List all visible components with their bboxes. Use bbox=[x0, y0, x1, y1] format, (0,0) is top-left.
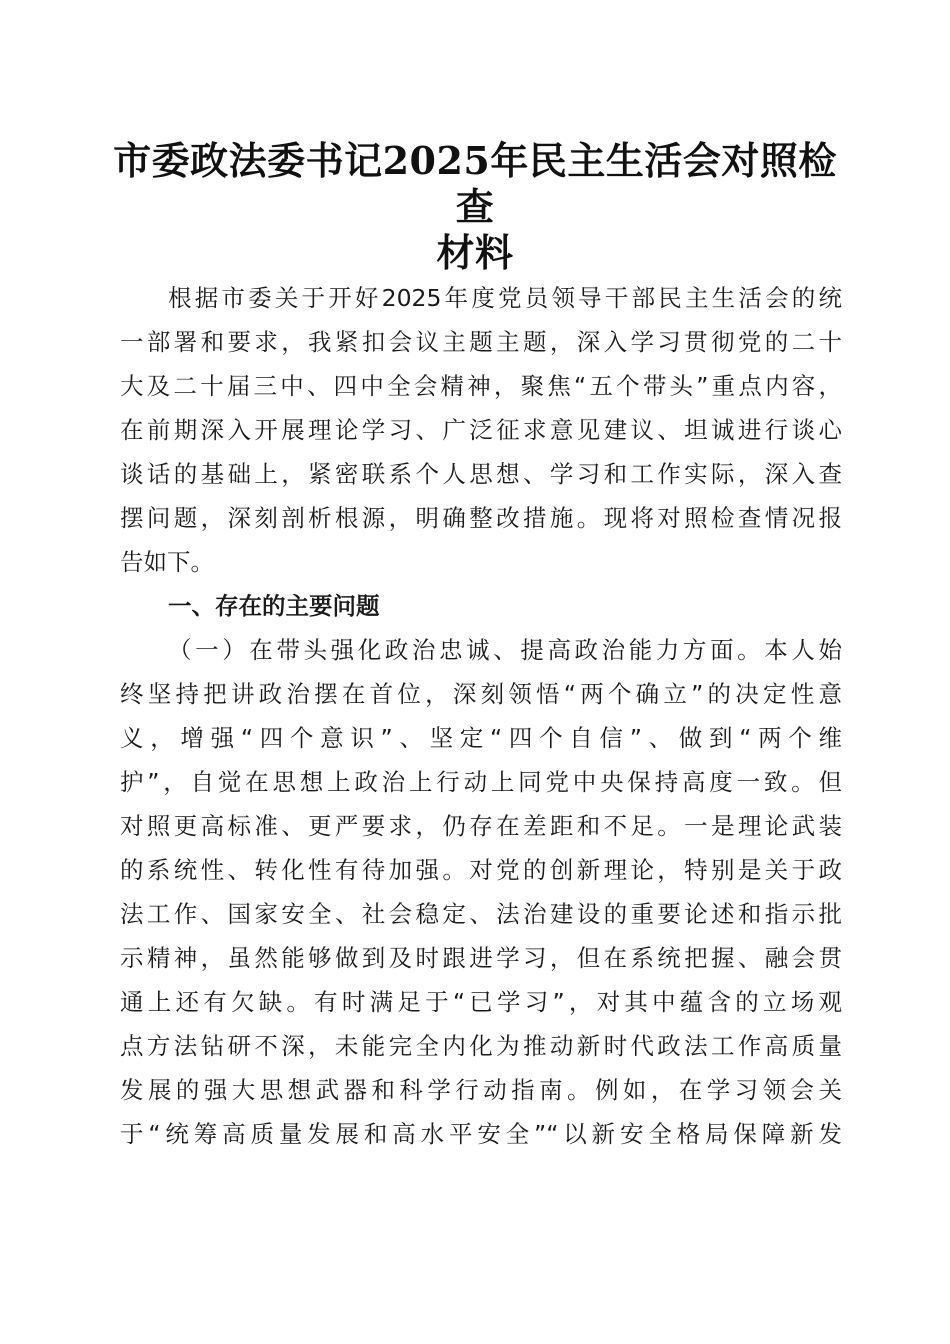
paragraph-line: 护”，自觉在思想上政治上行动上同党中央保持高度一致。但 bbox=[120, 768, 842, 796]
paragraph-line: （一）在带头强化政治忠诚、提高政治能力方面。本人始 bbox=[168, 636, 842, 664]
paragraph-line: 大及二十届三中、四中全会精神，聚焦“五个带头”重点内容， bbox=[120, 372, 842, 400]
paragraph-line: 根据市委关于开好2025年度党员领导干部民主生活会的统 bbox=[168, 284, 842, 312]
paragraph-line: 一部署和要求，我紧扣会议主题主题，深入学习贯彻党的二十 bbox=[120, 328, 842, 356]
paragraph-line: 发展的强大思想武器和科学行动指南。例如，在学习领会关 bbox=[120, 1076, 842, 1104]
paragraph-line: 摆问题，深刻剖析根源，明确整改措施。现将对照检查情况报 bbox=[120, 504, 842, 532]
section-heading: 一、存在的主要问题 bbox=[168, 592, 380, 620]
paragraph-line: 示精神，虽然能够做到及时跟进学习，但在系统把握、融会贯 bbox=[120, 944, 842, 972]
paragraph-line: 对照更高标准、更严要求，仍存在差距和不足。一是理论武装 bbox=[120, 812, 842, 840]
paragraph-line: 在前期深入开展理论学习、广泛征求意见建议、坦诚进行谈心 bbox=[120, 416, 842, 444]
paragraph-line: 点方法钻研不深，未能完全内化为推动新时代政法工作高质量 bbox=[120, 1032, 842, 1060]
paragraph-line: 通上还有欠缺。有时满足于“已学习”，对其中蕴含的立场观 bbox=[120, 988, 842, 1016]
document-body bbox=[120, 276, 842, 1156]
title-line: 材料 bbox=[436, 230, 514, 275]
paragraph-line: 谈话的基础上，紧密联系个人思想、学习和工作实际，深入查 bbox=[120, 460, 842, 488]
paragraph-line: 告如下。 bbox=[120, 548, 214, 576]
paragraph-line: 法工作、国家安全、社会稳定、法治建设的重要论述和指示批 bbox=[120, 900, 842, 928]
title-line: 市委政法委书记2025年民主生活会对照检查 bbox=[113, 138, 837, 229]
paragraph-line: 义，增强“四个意识”、坚定“四个自信”、做到“两个维 bbox=[120, 724, 842, 752]
paragraph-line: 终坚持把讲政治摆在首位，深刻领悟“两个确立”的决定性意 bbox=[120, 680, 842, 708]
paragraph-line: 于“统筹高质量发展和高水平安全”“以新安全格局保障新发 bbox=[120, 1120, 842, 1148]
paragraph-line: 的系统性、转化性有待加强。对党的创新理论，特别是关于政 bbox=[120, 856, 842, 884]
document-title bbox=[100, 138, 850, 276]
